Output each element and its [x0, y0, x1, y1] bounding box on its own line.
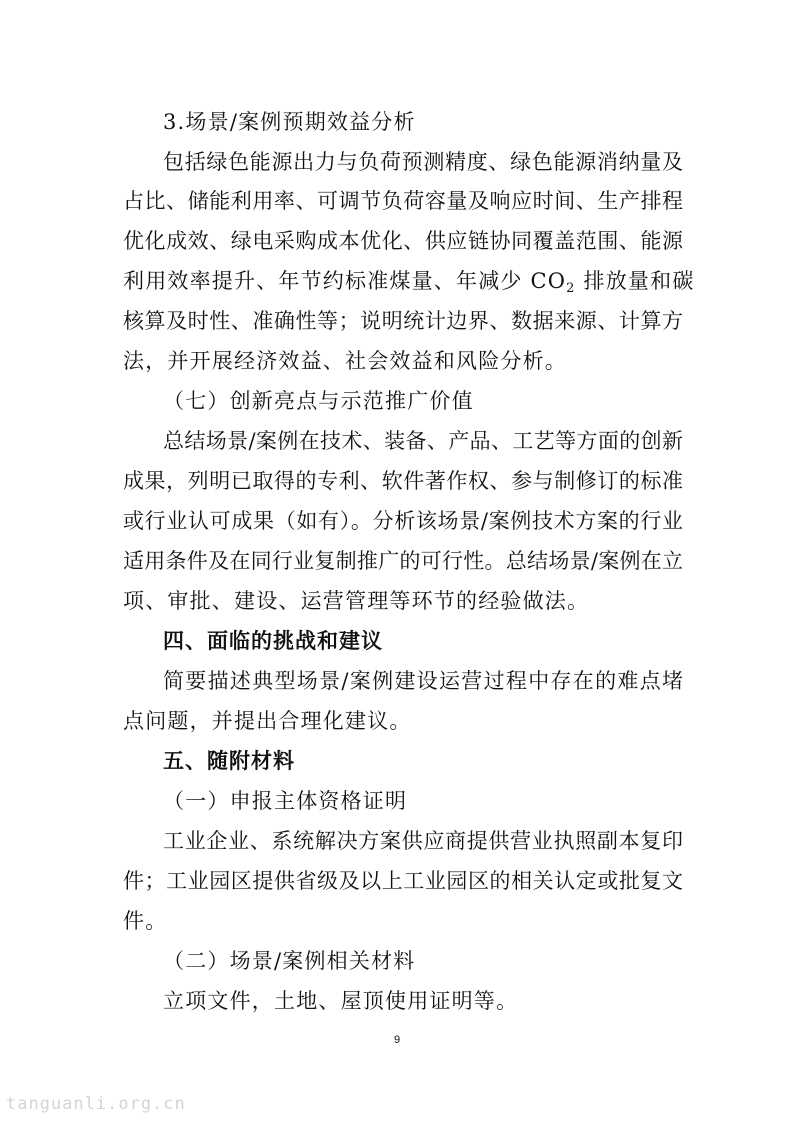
- paragraph-line: 核算及时性、准确性等；说明统计边界、数据来源、计算方: [123, 309, 683, 333]
- subsection-heading-3: 3.场景/案例预期效益分析: [163, 110, 416, 134]
- section-heading-7: （七）创新亮点与示范推广价值: [163, 389, 474, 413]
- paragraph-line: 适用条件及在同行业复制推广的可行性。总结场景/案例在立: [123, 549, 683, 573]
- paragraph-line: 法，并开展经济效益、社会效益和风险分析。: [123, 349, 567, 373]
- chapter-heading-4: 四、面临的挑战和建议: [163, 629, 383, 653]
- paragraph-line: 工业企业、系统解决方案供应商提供营业执照副本复印: [163, 829, 683, 853]
- paragraph-line: 立项文件，土地、屋顶使用证明等。: [163, 989, 519, 1013]
- page-number: 9: [393, 1034, 401, 1046]
- chapter-heading-5: 五、随附材料: [163, 749, 295, 773]
- subsection-heading-1: （一）申报主体资格证明: [163, 789, 408, 813]
- paragraph-line: 成果，列明已取得的专利、软件著作权、参与制修订的标准: [123, 469, 683, 493]
- watermark: tanguanli.org.cn: [6, 1094, 186, 1114]
- paragraph-line: 点问题，并提出合理化建议。: [123, 709, 412, 733]
- paragraph-line-co2: [123, 267, 695, 299]
- paragraph-line: 优化成效、绿电采购成本优化、供应链协同覆盖范围、能源: [123, 229, 683, 253]
- paragraph-line: 件；工业园区提供省级及以上工业园区的相关认定或批复文: [123, 869, 683, 893]
- text-segment: 利用效率提升、年节约标准煤量、年减少: [123, 269, 531, 293]
- paragraph-line: 占比、储能利用率、可调节负荷容量及响应时间、生产排程: [123, 189, 683, 213]
- paragraph-line: 总结场景/案例在技术、装备、产品、工艺等方面的创新: [163, 429, 683, 453]
- co2-text: CO: [530, 269, 567, 293]
- paragraph-line: 或行业认可成果（如有）。分析该场景/案例技术方案的行业: [123, 509, 683, 533]
- paragraph-line: 简要描述典型场景/案例建设运营过程中存在的难点堵: [163, 669, 683, 693]
- subsection-heading-2: （二）场景/案例相关材料: [163, 949, 416, 973]
- paragraph-line: 项、审批、建设、运营管理等环节的经验做法。: [123, 589, 590, 613]
- paragraph-line: 件。: [123, 909, 168, 933]
- text-segment: 排放量和碳: [575, 269, 695, 293]
- paragraph-line: 包括绿色能源出力与负荷预测精度、绿色能源消纳量及: [163, 150, 683, 174]
- co2-subscript: 2: [566, 281, 576, 296]
